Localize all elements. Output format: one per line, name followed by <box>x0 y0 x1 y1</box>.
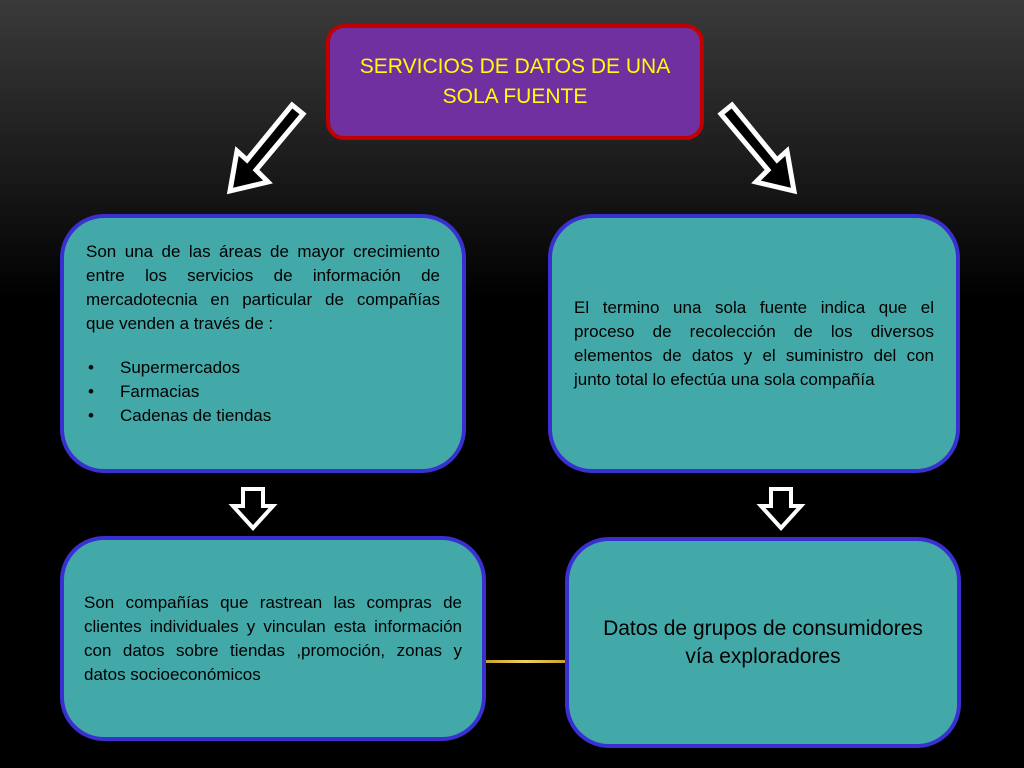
bottom-left-text: Son compañías que rastrean las compras de clientes individuales y vinculan esta información con datos sobre tiendas ,promoción, zonas y datos socioeconómicos <box>84 592 462 684</box>
title-box <box>326 24 704 140</box>
arrow-down-icon <box>228 486 278 532</box>
list-item: • Cadenas de tiendas <box>86 404 440 428</box>
arrow-down-right-icon <box>712 104 802 196</box>
retailer-list <box>86 356 440 428</box>
top-right-box <box>548 214 960 473</box>
top-left-box <box>60 214 466 473</box>
arrow-down-icon <box>756 486 806 532</box>
list-item: • Farmacias <box>86 380 440 404</box>
diagram-title: SERVICIOS DE DATOS DE UNA SOLA FUENTE <box>359 55 671 108</box>
top-left-text: Son una de las áreas de mayor crecimiento entre los servicios de información de mercadotecnia en particular de compañías que venden a través de : <box>86 242 440 333</box>
bottom-left-box <box>60 536 486 741</box>
list-item: • Supermercados <box>86 356 440 380</box>
top-right-text: El termino una sola fuente indica que el proceso de recolección de los diversos elementos de datos y el suministro del con junto total lo efectúa una sola compañía <box>574 297 934 389</box>
bottom-right-box <box>565 537 961 748</box>
arrow-down-left-icon <box>222 104 312 196</box>
bottom-right-text: Datos de grupos de consumidores vía exploradores <box>603 616 923 668</box>
connector-line <box>486 660 565 663</box>
